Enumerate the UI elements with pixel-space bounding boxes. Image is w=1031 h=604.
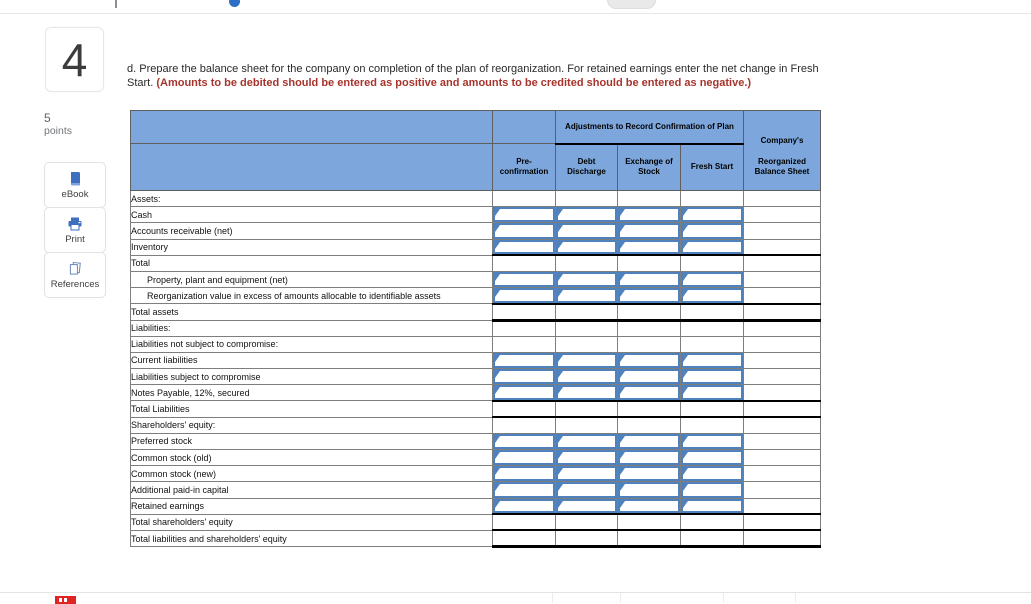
header-fresh-start: Fresh Start xyxy=(681,144,744,191)
amount-cell[interactable] xyxy=(493,433,556,449)
amount-cell[interactable] xyxy=(681,369,744,385)
amount-input[interactable] xyxy=(681,482,743,497)
balance-cell xyxy=(744,191,821,207)
amount-cell[interactable] xyxy=(556,482,618,498)
amount-cell xyxy=(681,417,744,433)
balance-cell xyxy=(744,466,821,482)
amount-input[interactable] xyxy=(681,450,743,465)
amount-cell[interactable] xyxy=(556,498,618,514)
row-label: Liabilities not subject to compromise: xyxy=(131,336,493,352)
table-row xyxy=(131,271,821,287)
balance-cell xyxy=(744,255,821,271)
amount-input[interactable] xyxy=(618,288,680,303)
row-label: Assets: xyxy=(131,191,493,207)
amount-input[interactable] xyxy=(681,466,743,481)
amount-input[interactable] xyxy=(681,207,743,222)
amount-cell xyxy=(618,401,681,417)
amount-input[interactable] xyxy=(556,466,617,481)
amount-cell[interactable] xyxy=(493,223,556,239)
table-row xyxy=(131,207,821,223)
amount-cell xyxy=(556,191,618,207)
table-row xyxy=(131,239,821,255)
amount-cell[interactable] xyxy=(556,223,618,239)
amount-cell xyxy=(493,255,556,271)
amount-input[interactable] xyxy=(556,240,617,255)
amount-cell xyxy=(618,514,681,530)
instruction-text: d. Prepare the balance sheet for the company on completion of the plan of reorganization. For retained earnings enter the net change in Fresh Start. xyxy=(127,63,819,89)
balance-cell xyxy=(744,385,821,401)
balance-cell xyxy=(744,304,821,320)
header-reorganized-balance-sheet: Reorganized Balance Sheet xyxy=(754,157,810,176)
row-label: Shareholders' equity: xyxy=(131,417,493,433)
amount-cell xyxy=(556,255,618,271)
header-company-column xyxy=(744,111,821,191)
amount-cell xyxy=(681,336,744,352)
amount-cell xyxy=(493,401,556,417)
footer-strip xyxy=(0,592,1031,602)
table-row xyxy=(131,450,821,466)
row-label: Liabilities subject to compromise xyxy=(131,369,493,385)
amount-input[interactable] xyxy=(493,223,555,238)
header-company-line: Company's xyxy=(760,135,804,145)
header-blank-label xyxy=(131,111,493,144)
balance-cell xyxy=(744,450,821,466)
amount-cell[interactable] xyxy=(556,207,618,223)
amount-cell xyxy=(493,530,556,546)
amount-cell xyxy=(556,320,618,336)
table-row xyxy=(131,433,821,449)
row-label: Retained earnings xyxy=(131,498,493,514)
amount-input[interactable] xyxy=(556,353,617,368)
amount-input[interactable] xyxy=(493,385,555,400)
amount-cell[interactable] xyxy=(681,466,744,482)
amount-input[interactable] xyxy=(681,288,743,303)
amount-cell xyxy=(556,304,618,320)
amount-input[interactable] xyxy=(556,482,617,497)
amount-input[interactable] xyxy=(493,207,555,222)
amount-input[interactable] xyxy=(618,272,680,287)
amount-cell xyxy=(556,336,618,352)
amount-cell[interactable] xyxy=(556,288,618,304)
table-row xyxy=(131,369,821,385)
table-row xyxy=(131,288,821,304)
balance-cell xyxy=(744,271,821,287)
question-instruction xyxy=(127,63,834,90)
amount-cell[interactable] xyxy=(493,385,556,401)
amount-cell[interactable] xyxy=(618,433,681,449)
amount-input[interactable] xyxy=(556,288,617,303)
amount-cell[interactable] xyxy=(556,466,618,482)
balance-cell xyxy=(744,514,821,530)
balance-cell xyxy=(744,239,821,255)
amount-input[interactable] xyxy=(681,499,743,514)
amount-cell xyxy=(681,255,744,271)
balance-cell xyxy=(744,498,821,514)
row-label: Additional paid-in capital xyxy=(131,482,493,498)
amount-cell xyxy=(618,336,681,352)
amount-cell[interactable] xyxy=(618,450,681,466)
table-header xyxy=(131,111,821,191)
balance-cell xyxy=(744,417,821,433)
amount-cell xyxy=(681,191,744,207)
print-icon xyxy=(67,216,83,232)
table-row xyxy=(131,304,821,320)
row-label: Property, plant and equipment (net) xyxy=(131,271,493,287)
amount-cell[interactable] xyxy=(493,288,556,304)
amount-input[interactable] xyxy=(556,385,617,400)
amount-input[interactable] xyxy=(618,385,680,400)
amount-input[interactable] xyxy=(681,434,743,449)
amount-cell[interactable] xyxy=(493,498,556,514)
amount-cell xyxy=(681,304,744,320)
row-label: Total Liabilities xyxy=(131,401,493,417)
amount-cell[interactable] xyxy=(618,385,681,401)
row-label: Notes Payable, 12%, secured xyxy=(131,385,493,401)
amount-input[interactable] xyxy=(618,207,680,222)
amount-cell xyxy=(493,191,556,207)
points-value: 5 xyxy=(44,111,51,125)
row-label: Accounts receivable (net) xyxy=(131,223,493,239)
amount-cell xyxy=(556,401,618,417)
references-icon xyxy=(67,261,83,277)
amount-cell[interactable] xyxy=(493,482,556,498)
amount-cell xyxy=(681,401,744,417)
row-label: Preferred stock xyxy=(131,433,493,449)
amount-cell[interactable] xyxy=(493,207,556,223)
collapsed-button[interactable] xyxy=(607,0,656,9)
amount-cell xyxy=(493,417,556,433)
amount-cell[interactable] xyxy=(618,223,681,239)
amount-input[interactable] xyxy=(493,240,555,255)
amount-cell[interactable] xyxy=(618,207,681,223)
amount-input[interactable] xyxy=(681,385,743,400)
amount-input[interactable] xyxy=(493,353,555,368)
amount-cell[interactable] xyxy=(556,450,618,466)
table-row xyxy=(131,498,821,514)
table-row xyxy=(131,466,821,482)
row-label: Reorganization value in excess of amounts allocable to identifiable assets xyxy=(131,288,493,304)
amount-input[interactable] xyxy=(493,369,555,384)
amount-input[interactable] xyxy=(618,499,680,514)
amount-cell xyxy=(556,514,618,530)
amount-cell[interactable] xyxy=(556,385,618,401)
balance-cell xyxy=(744,336,821,352)
amount-cell[interactable] xyxy=(618,271,681,287)
amount-cell[interactable] xyxy=(618,482,681,498)
amount-input[interactable] xyxy=(618,353,680,368)
amount-input[interactable] xyxy=(556,207,617,222)
table-row xyxy=(131,223,821,239)
amount-input[interactable] xyxy=(618,434,680,449)
amount-cell[interactable] xyxy=(556,369,618,385)
header-adjustments-group: Adjustments to Record Confirmation of Plan xyxy=(556,111,744,144)
amount-cell[interactable] xyxy=(681,271,744,287)
amount-cell[interactable] xyxy=(618,352,681,368)
instruction-emphasis: (Amounts to be debited should be entered as positive and amounts to be credited should be entered as negative.) xyxy=(156,76,752,89)
amount-input[interactable] xyxy=(556,369,617,384)
amount-input[interactable] xyxy=(493,466,555,481)
amount-cell[interactable] xyxy=(493,271,556,287)
balance-sheet-table xyxy=(130,110,821,548)
amount-input[interactable] xyxy=(493,450,555,465)
ebook-icon xyxy=(67,171,83,187)
amount-cell[interactable] xyxy=(493,239,556,255)
amount-input[interactable] xyxy=(618,223,680,238)
balance-cell xyxy=(744,433,821,449)
balance-cell xyxy=(744,369,821,385)
row-label: Liabilities: xyxy=(131,320,493,336)
amount-cell xyxy=(618,255,681,271)
amount-cell xyxy=(493,320,556,336)
amount-cell[interactable] xyxy=(618,369,681,385)
amount-cell[interactable] xyxy=(681,433,744,449)
points-indicator xyxy=(44,112,72,138)
print-button[interactable] xyxy=(44,207,106,253)
amount-cell xyxy=(618,417,681,433)
amount-cell[interactable] xyxy=(556,271,618,287)
amount-cell[interactable] xyxy=(681,207,744,223)
amount-cell[interactable] xyxy=(618,288,681,304)
amount-cell[interactable] xyxy=(681,239,744,255)
amount-input[interactable] xyxy=(493,482,555,497)
amount-cell[interactable] xyxy=(556,239,618,255)
amount-input[interactable] xyxy=(556,499,617,514)
ebook-button[interactable] xyxy=(44,162,106,208)
table-row xyxy=(131,255,821,271)
amount-input[interactable] xyxy=(681,369,743,384)
amount-input[interactable] xyxy=(618,369,680,384)
amount-cell[interactable] xyxy=(556,433,618,449)
amount-cell[interactable] xyxy=(493,450,556,466)
table-row xyxy=(131,191,821,207)
points-label: points xyxy=(44,125,73,137)
help-icon[interactable] xyxy=(229,0,240,7)
amount-cell[interactable] xyxy=(556,352,618,368)
amount-input[interactable] xyxy=(493,434,555,449)
amount-cell[interactable] xyxy=(681,223,744,239)
amount-cell xyxy=(556,530,618,546)
amount-cell[interactable] xyxy=(681,288,744,304)
amount-cell xyxy=(618,304,681,320)
header-blank-preconfirmation xyxy=(493,111,556,144)
row-label: Total xyxy=(131,255,493,271)
amount-cell[interactable] xyxy=(681,450,744,466)
amount-cell[interactable] xyxy=(618,498,681,514)
amount-cell xyxy=(681,514,744,530)
amount-input[interactable] xyxy=(493,499,555,514)
amount-input[interactable] xyxy=(681,353,743,368)
ebook-label: eBook xyxy=(61,188,89,200)
table-row xyxy=(131,514,821,530)
table-row xyxy=(131,530,821,546)
row-label: Total assets xyxy=(131,304,493,320)
cursor-caret xyxy=(115,0,117,8)
amount-cell[interactable] xyxy=(681,385,744,401)
top-bar xyxy=(0,0,1031,14)
balance-cell xyxy=(744,223,821,239)
header-debt-discharge: Debt Discharge xyxy=(556,144,618,191)
amount-input[interactable] xyxy=(618,240,680,255)
amount-cell[interactable] xyxy=(618,466,681,482)
amount-input[interactable] xyxy=(681,223,743,238)
row-label: Total liabilities and shareholders' equity xyxy=(131,530,493,546)
amount-input[interactable] xyxy=(681,272,743,287)
amount-input[interactable] xyxy=(493,272,555,287)
table-row xyxy=(131,482,821,498)
amount-cell xyxy=(681,530,744,546)
row-label: Total shareholders' equity xyxy=(131,514,493,530)
amount-cell xyxy=(493,336,556,352)
amount-input[interactable] xyxy=(556,450,617,465)
table-row xyxy=(131,320,821,336)
amount-cell xyxy=(681,320,744,336)
references-label: References xyxy=(50,278,100,290)
amount-input[interactable] xyxy=(556,434,617,449)
references-button[interactable] xyxy=(44,252,106,298)
amount-cell[interactable] xyxy=(493,369,556,385)
amount-input[interactable] xyxy=(681,240,743,255)
brand-logo-red xyxy=(55,596,76,604)
table-row xyxy=(131,352,821,368)
amount-cell xyxy=(556,417,618,433)
amount-input[interactable] xyxy=(556,272,617,287)
balance-cell xyxy=(744,530,821,546)
amount-cell[interactable] xyxy=(618,239,681,255)
amount-cell xyxy=(618,191,681,207)
table-row xyxy=(131,401,821,417)
balance-cell xyxy=(744,352,821,368)
amount-input[interactable] xyxy=(618,450,680,465)
header-row-labels xyxy=(131,144,493,191)
resource-toolbar xyxy=(44,162,106,298)
amount-cell[interactable] xyxy=(681,498,744,514)
balance-sheet-body xyxy=(131,191,821,547)
row-label: Current liabilities xyxy=(131,352,493,368)
amount-cell[interactable] xyxy=(681,352,744,368)
amount-cell xyxy=(618,530,681,546)
balance-cell xyxy=(744,288,821,304)
header-exchange-of-stock: Exchange of Stock xyxy=(618,144,681,191)
amount-cell[interactable] xyxy=(493,466,556,482)
amount-input[interactable] xyxy=(618,466,680,481)
question-number: 4 xyxy=(45,27,104,92)
print-label: Print xyxy=(65,233,85,245)
balance-cell xyxy=(744,320,821,336)
balance-cell xyxy=(744,401,821,417)
amount-cell[interactable] xyxy=(493,352,556,368)
table-row xyxy=(131,417,821,433)
row-label: Inventory xyxy=(131,239,493,255)
amount-input[interactable] xyxy=(618,482,680,497)
amount-cell xyxy=(618,320,681,336)
amount-cell xyxy=(493,304,556,320)
row-label: Common stock (old) xyxy=(131,450,493,466)
amount-cell xyxy=(493,514,556,530)
row-label: Common stock (new) xyxy=(131,466,493,482)
row-label: Cash xyxy=(131,207,493,223)
balance-cell xyxy=(744,207,821,223)
table-row xyxy=(131,336,821,352)
balance-cell xyxy=(744,482,821,498)
amount-input[interactable] xyxy=(493,288,555,303)
table-row xyxy=(131,385,821,401)
amount-input[interactable] xyxy=(556,223,617,238)
header-pre-confirmation: Pre-confirmation xyxy=(493,144,556,191)
amount-cell[interactable] xyxy=(681,482,744,498)
